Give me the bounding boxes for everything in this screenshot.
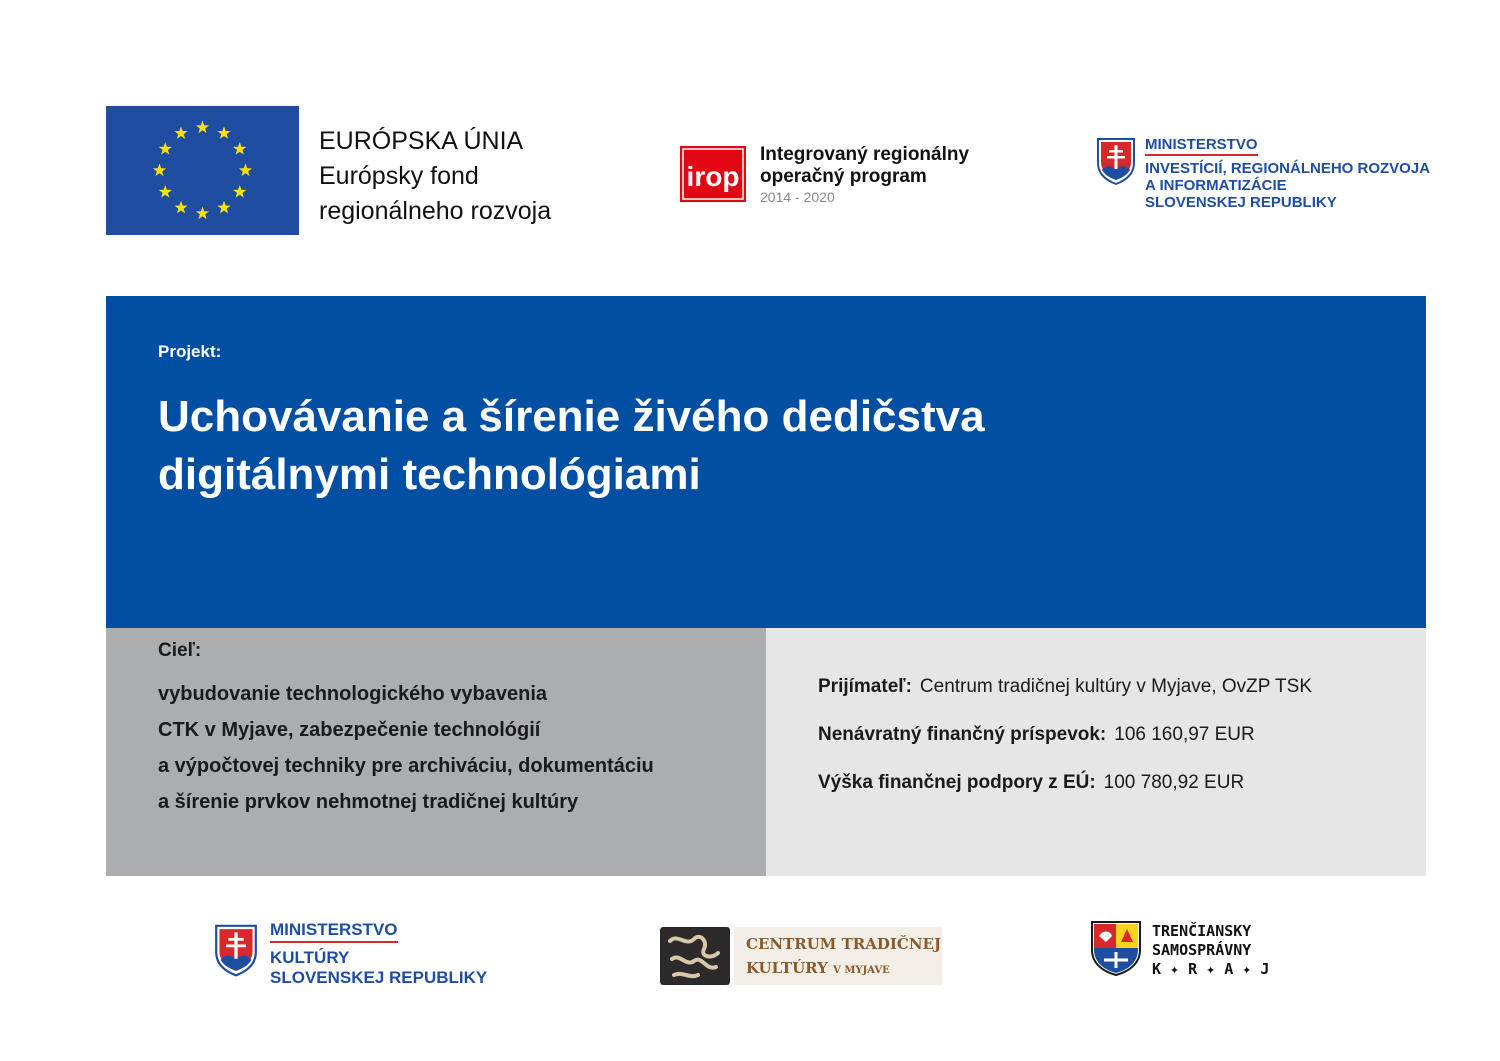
goal-label: Cieľ: [158, 640, 202, 661]
eu-support-value: 100 780,92 EUR [1103, 772, 1245, 793]
ministry-top-line-1: MINISTERSTVO [1145, 136, 1258, 156]
goal-line: CTK v Myjave, zabezpečenie technológií [158, 719, 541, 741]
project-title-line-2: digitálnymi technológiami [158, 450, 701, 499]
goal-text [158, 676, 748, 820]
eu-star-icon [217, 126, 230, 139]
project-panel [106, 296, 1426, 628]
funding-info-panel [766, 628, 1426, 876]
eu-support-label: Výška finančnej podpory z EÚ: [818, 772, 1096, 793]
eu-line-2: Európsky fond [319, 162, 479, 190]
ctk-logo-icon [660, 927, 730, 985]
eu-star-icon [174, 126, 187, 139]
ministry-investments-text [1145, 136, 1430, 211]
eu-star-icon [233, 142, 246, 155]
eu-star-icon [217, 201, 230, 214]
eu-line-3: regionálneho rozvoja [319, 197, 552, 225]
grant-row [818, 724, 1255, 746]
eu-fund-text [319, 124, 551, 229]
irop-program-text [760, 144, 969, 206]
ministry-culture-line-2: KULTÚRY [270, 948, 350, 967]
grant-label: Nenávratný finančný príspevok: [818, 724, 1107, 745]
ministry-top-line-2: INVESTÍCIÍ, REGIONÁLNEHO ROZVOJA [1145, 160, 1431, 177]
ctk-line-1: CENTRUM TRADIČNEJ [746, 935, 942, 953]
ministry-top-line-4: SLOVENSKEJ REPUBLIKY [1145, 194, 1337, 211]
eu-line-1: EURÓPSKA ÚNIA [319, 127, 524, 155]
slovak-shield-icon [214, 923, 258, 977]
recipient-row [818, 676, 1312, 698]
tsk-name-text [1152, 922, 1269, 979]
eu-star-icon [159, 142, 172, 155]
tsk-line-1: TRENČIANSKY [1152, 922, 1252, 940]
eu-stars-icon [106, 106, 299, 235]
ctk-line-2a: KULTÚRY [746, 959, 828, 977]
ministry-culture-line-1: MINISTERSTVO [270, 920, 398, 943]
eu-star-icon [153, 164, 166, 177]
slovak-shield-icon [1096, 137, 1136, 185]
irop-line-2: operačný program [760, 166, 927, 187]
irop-line-1: Integrovaný regionálny [760, 144, 970, 165]
goal-panel [106, 628, 766, 876]
ctk-line-2b: V MYJAVE [833, 965, 890, 976]
tsk-crest-icon [1090, 920, 1142, 976]
eu-support-row [818, 772, 1244, 794]
eu-star-icon [174, 201, 187, 214]
grant-value: 106 160,97 EUR [1114, 724, 1255, 745]
irop-logo [680, 146, 746, 202]
eu-star-icon [239, 164, 252, 177]
ministry-culture-line-3: SLOVENSKEJ REPUBLIKY [270, 968, 488, 987]
ministry-top-line-3: A INFORMATIZÁCIE [1145, 177, 1287, 194]
ctk-name-text [746, 932, 941, 983]
goal-line: a výpočtovej techniky pre archiváciu, dokumentáciu [158, 755, 654, 777]
recipient-label: Prijímateľ: [818, 676, 912, 697]
goal-line: a šírenie prvkov nehmotnej tradičnej kultúry [158, 791, 579, 813]
project-title [158, 388, 1258, 504]
ministry-culture-text [270, 920, 487, 988]
project-title-line-1: Uchovávanie a šírenie živého dedičstva [158, 392, 985, 441]
irop-logo-text: irop [686, 161, 740, 192]
project-label: Projekt: [158, 342, 222, 361]
tsk-line-2: SAMOSPRÁVNY [1152, 941, 1252, 959]
irop-years: 2014 - 2020 [760, 189, 835, 205]
eu-star-icon [196, 121, 209, 134]
eu-star-icon [196, 207, 209, 220]
eu-star-icon [159, 185, 172, 198]
goal-line: vybudovanie technologického vybavenia [158, 683, 548, 705]
ctk-line-2 [746, 956, 941, 983]
tsk-line-3: K ✦ R ✦ A ✦ J [1152, 960, 1270, 978]
recipient-value: Centrum tradičnej kultúry v Myjave, OvZP TSK [919, 676, 1312, 697]
eu-star-icon [233, 185, 246, 198]
eu-flag-logo [106, 106, 299, 235]
